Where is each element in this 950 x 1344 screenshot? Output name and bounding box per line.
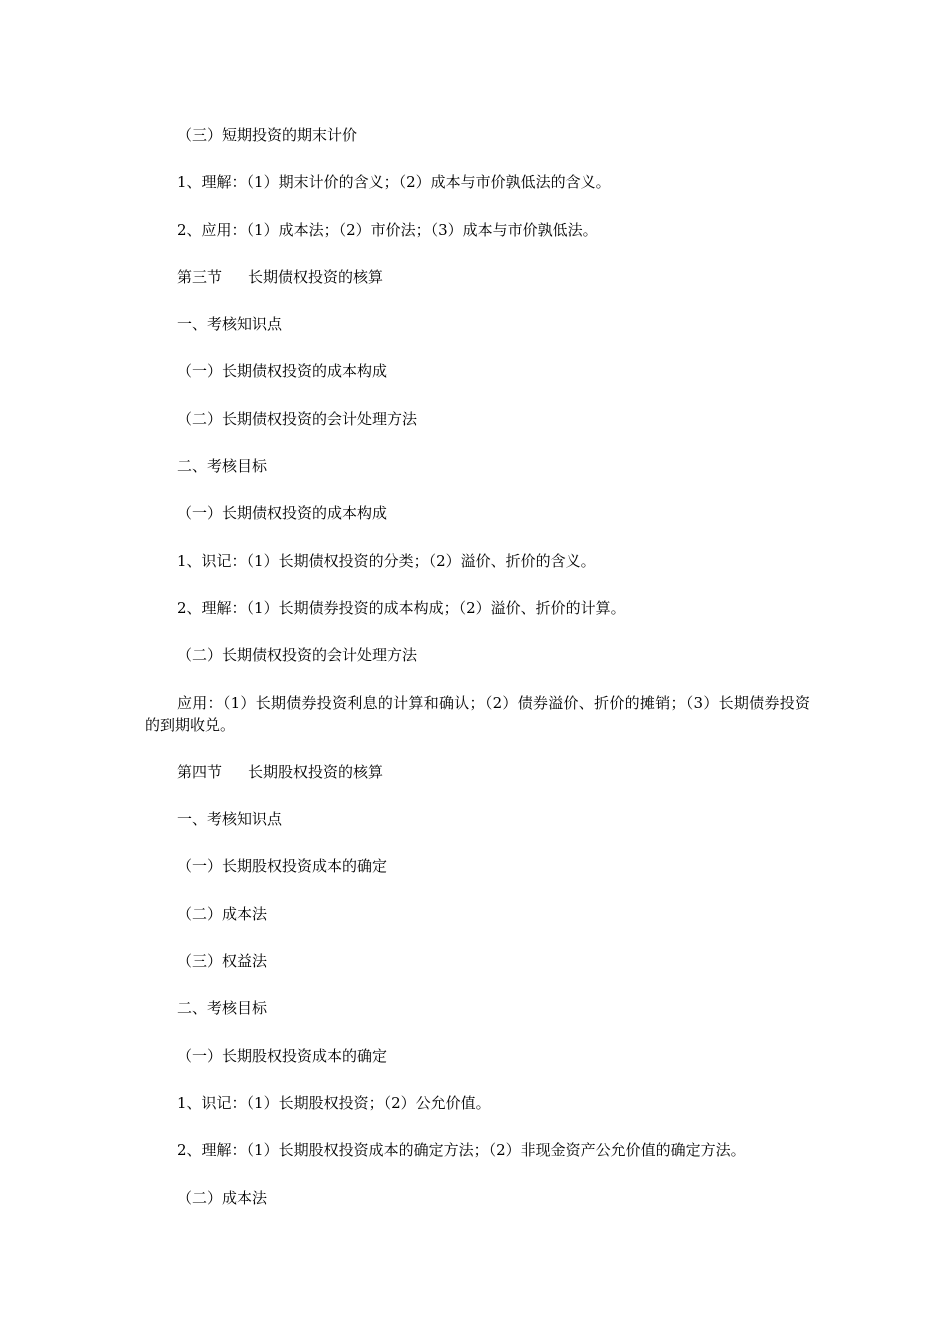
section-title: 长期债权投资的核算 <box>248 267 384 286</box>
knowledge-point-item: （二）成本法 <box>177 904 268 923</box>
knowledge-point-item: （三）权益法 <box>177 952 268 971</box>
memorize-item: 1、识记：（1）长期股权投资；（2）公允价值。 <box>177 1093 491 1112</box>
goal-subheading: （二）长期债权投资的会计处理方法 <box>177 646 418 665</box>
understanding-item: 2、理解：（1）长期债券投资的成本构成；（2）溢价、折价的计算。 <box>177 598 626 617</box>
chapter-section-title-4 <box>145 761 810 783</box>
section-heading-short-term-valuation: （三）短期投资的期末计价 <box>177 126 358 144</box>
memorize-item: 1、识记：（1）长期债权投资的分类；（2）溢价、折价的含义。 <box>177 551 596 570</box>
goal-subheading: （一）长期股权投资成本的确定 <box>177 1046 388 1065</box>
understanding-item: 1、理解：（1）期末计价的含义；（2）成本与市价孰低法的含义。 <box>177 173 611 192</box>
section-number: 第四节 <box>177 762 223 781</box>
goal-subheading: （二）成本法 <box>177 1188 268 1207</box>
goal-subheading: （一）长期债权投资的成本构成 <box>177 504 388 523</box>
assessment-goals-heading: 二、考核目标 <box>177 999 268 1018</box>
section-number: 第三节 <box>177 267 223 286</box>
assessment-goals-heading: 二、考核目标 <box>177 457 268 476</box>
knowledge-point-item: （一）长期股权投资成本的确定 <box>177 857 388 876</box>
application-item: 2、应用：（1）成本法；（2）市价法；（3）成本与市价孰低法。 <box>177 220 598 239</box>
application-paragraph: 应用：（1）长期债券投资利息的计算和确认；（2）债券溢价、折价的摊销；（3）长期债券投资的到期收兑。 <box>145 693 810 734</box>
chapter-section-title-3 <box>145 266 810 288</box>
understanding-item: 2、理解：（1）长期股权投资成本的确定方法；（2）非现金资产公允价值的确定方法。 <box>177 1141 746 1160</box>
knowledge-point-item: （二）长期债权投资的会计处理方法 <box>177 409 418 428</box>
section-title: 长期股权投资的核算 <box>248 762 384 781</box>
knowledge-points-heading: 一、考核知识点 <box>177 315 283 334</box>
knowledge-point-item: （一）长期债权投资的成本构成 <box>177 362 388 381</box>
document-body <box>145 124 810 1234</box>
knowledge-points-heading: 一、考核知识点 <box>177 810 283 829</box>
